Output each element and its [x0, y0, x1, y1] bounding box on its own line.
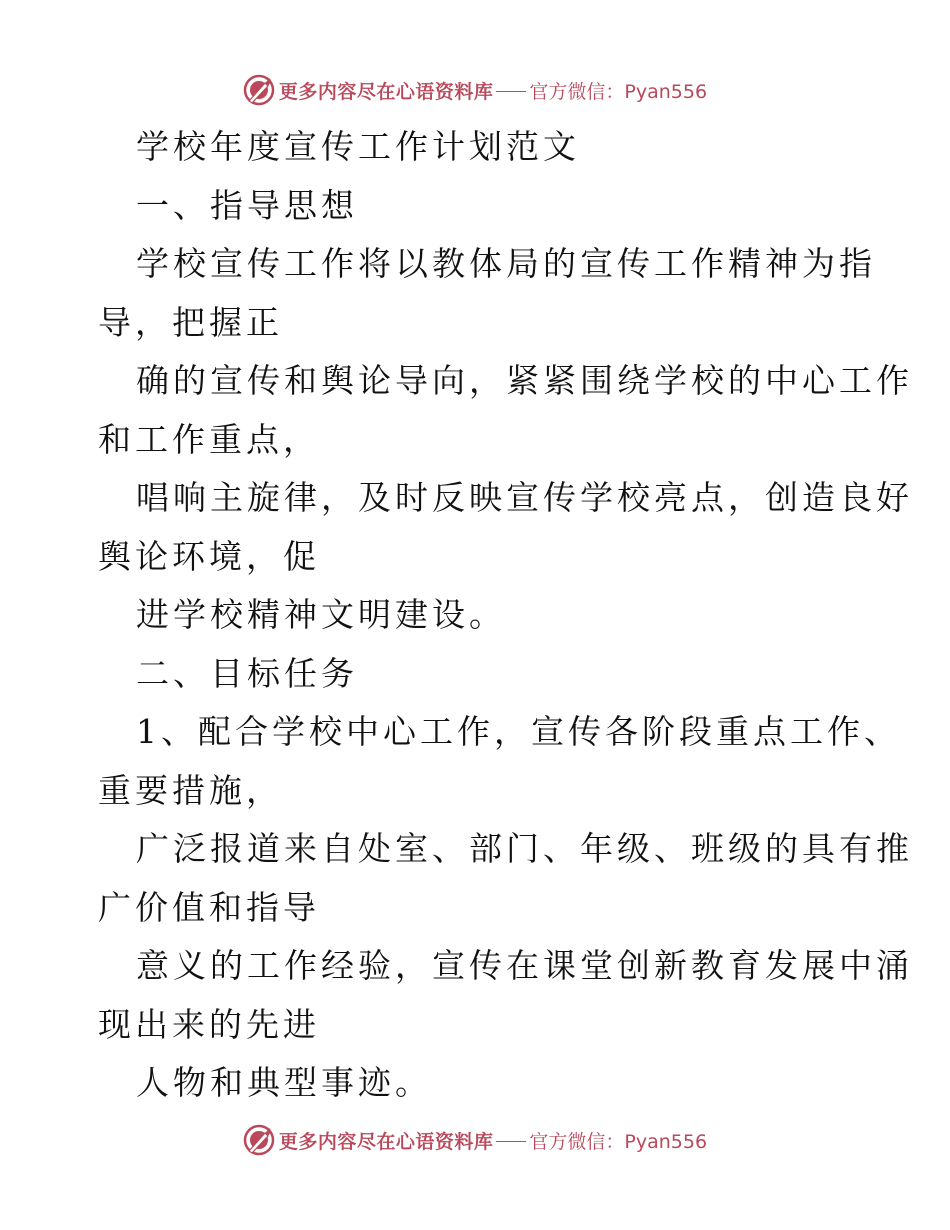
paragraph-line: 进学校精神文明建设。 [136, 595, 506, 634]
paragraph-line: 1、配合学校中心工作，宣传各阶段重点工作、 [136, 712, 901, 751]
paragraph-line: 学校宣传工作将以教体局的宣传工作精神为指 [136, 244, 876, 283]
paragraph-line: 广价值和指导 [98, 887, 320, 927]
paragraph-line: 和工作重点， [98, 419, 320, 459]
watermark-banner-top [0, 70, 950, 110]
watermark-site-text: 更多内容尽在心语资料库 [278, 80, 494, 103]
document-title: 学校年度宣传工作计划范文 [136, 127, 580, 166]
watermark-divider [496, 91, 526, 92]
paragraph-line: 人物和典型事迹。 [136, 1063, 432, 1102]
pen-logo-icon [243, 74, 275, 106]
section-heading: 二、目标任务 [136, 653, 358, 693]
paragraph-line: 唱响主旋律，及时反映宣传学校亮点，创造良好 [136, 478, 913, 517]
watermark-banner-bottom [0, 1120, 950, 1160]
watermark-site-text: 更多内容尽在心语资料库 [278, 1130, 494, 1153]
section-heading: 一、指导思想 [136, 185, 358, 225]
pen-logo-icon [243, 1124, 275, 1156]
paragraph-line: 现出来的先进 [98, 1004, 320, 1044]
watermark-divider [496, 1141, 526, 1142]
document-body [98, 118, 913, 1113]
paragraph-line: 重要措施， [98, 770, 283, 810]
watermark-wechat-text: 官方微信：Pyan556 [529, 80, 708, 103]
paragraph-line: 舆论环境，促 [98, 536, 320, 576]
watermark-wechat-text: 官方微信：Pyan556 [529, 1130, 708, 1153]
paragraph-line: 意义的工作经验，宣传在课堂创新教育发展中涌 [136, 946, 913, 985]
paragraph-line: 广泛报道来自处室、部门、年级、班级的具有推 [136, 829, 913, 868]
paragraph-line: 导，把握正 [98, 302, 283, 342]
paragraph-line: 确的宣传和舆论导向，紧紧围绕学校的中心工作 [136, 361, 913, 400]
